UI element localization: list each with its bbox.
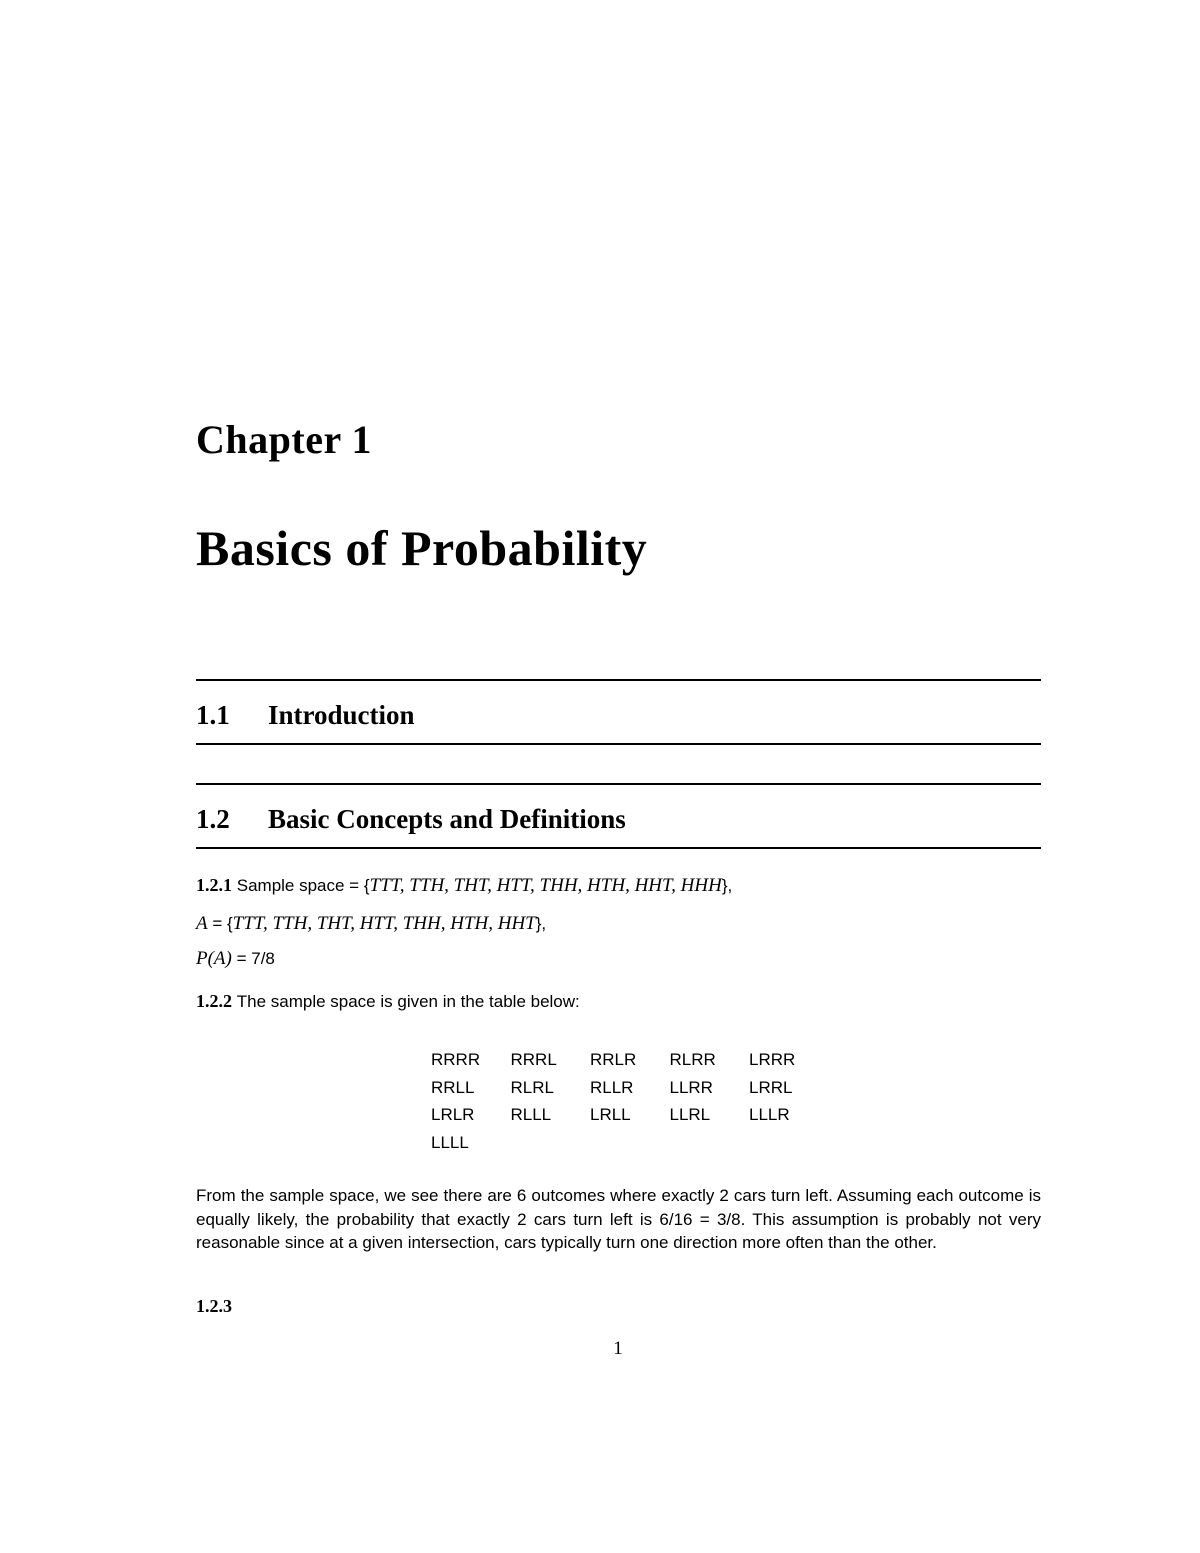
- table-cell: RLLL: [510, 1105, 552, 1124]
- probability-value: = 7/8: [231, 949, 275, 968]
- sample-space-outcomes: TTT, TTH, THT, HTT, THH, HTH, HHT, HHH: [369, 875, 722, 896]
- table-cell: LRRL: [749, 1077, 793, 1097]
- probability-symbol: P(A): [196, 948, 232, 969]
- table-row: [431, 1046, 829, 1074]
- chapter-title: Basics of Probability: [196, 520, 648, 576]
- sample-space-close: },: [721, 876, 733, 895]
- subsection-1-2-1-line-3: [196, 947, 275, 970]
- table-cell: LLRR: [669, 1077, 713, 1097]
- section-number: 1.2: [196, 804, 230, 834]
- subsection-1-2-1-line-2: [196, 912, 546, 935]
- table-row: [431, 1101, 829, 1129]
- table-cell: RLLR: [590, 1077, 634, 1097]
- table-cell: RRRR: [431, 1050, 481, 1069]
- subsection-number: 1.2.1: [196, 875, 232, 895]
- chapter-label: Chapter 1: [196, 417, 372, 462]
- subsection-1-2-2-intro: [196, 990, 580, 1013]
- event-a-outcomes: TTT, TTH, THT, HTT, THH, HTH, HHT: [232, 913, 536, 934]
- table-cell: RRLR: [590, 1050, 637, 1069]
- event-a-equals: = {: [207, 914, 233, 933]
- table-cell: LLRL: [669, 1105, 711, 1124]
- table-cell: RLRL: [510, 1077, 554, 1097]
- table-cell: RLRR: [669, 1050, 716, 1069]
- section-rule-bottom: [196, 847, 1041, 849]
- table-intro: The sample space is given in the table below:: [236, 992, 580, 1011]
- table-cell: RRRL: [510, 1050, 557, 1069]
- section-title: Basic Concepts and Definitions: [268, 804, 626, 834]
- sample-space-label: Sample space = {: [236, 876, 370, 895]
- table-row: [431, 1074, 829, 1102]
- table-cell: LRLL: [590, 1105, 631, 1124]
- table-cell: LRLR: [431, 1105, 475, 1124]
- table-cell: LLLR: [749, 1105, 790, 1124]
- section-title: Introduction: [268, 700, 415, 730]
- table-cell: LRRR: [749, 1050, 796, 1069]
- table-row: [431, 1129, 829, 1157]
- subsection-number: 1.2.2: [196, 991, 232, 1011]
- section-rule-bottom: [196, 743, 1041, 745]
- page-number: 1: [613, 1338, 623, 1359]
- subsection-1-2-1-line-1: [196, 874, 732, 897]
- section-heading-introduction: [196, 699, 415, 731]
- event-a-close: },: [535, 914, 547, 933]
- table-cell: RRLL: [431, 1077, 475, 1097]
- explanation-paragraph: From the sample space, we see there are 6 outcomes where exactly 2 cars turn left. Assuming each outcome is equally likely, the probability that exactly 2 cars turn left is 6/16 = 3/8. This assumption is probably not very reasonable since at a given intersection, cars typically turn one direction more often than the other.: [196, 1186, 1041, 1252]
- event-a-symbol: A: [196, 913, 208, 934]
- section-rule-top: [196, 783, 1041, 785]
- section-number: 1.1: [196, 700, 230, 730]
- subsection-1-2-3-heading: 1.2.3: [196, 1296, 232, 1316]
- section-heading-basic-concepts: [196, 803, 626, 835]
- section-rule-top: [196, 679, 1041, 681]
- sample-space-table: [431, 1046, 829, 1156]
- table-cell: LLLL: [431, 1132, 469, 1152]
